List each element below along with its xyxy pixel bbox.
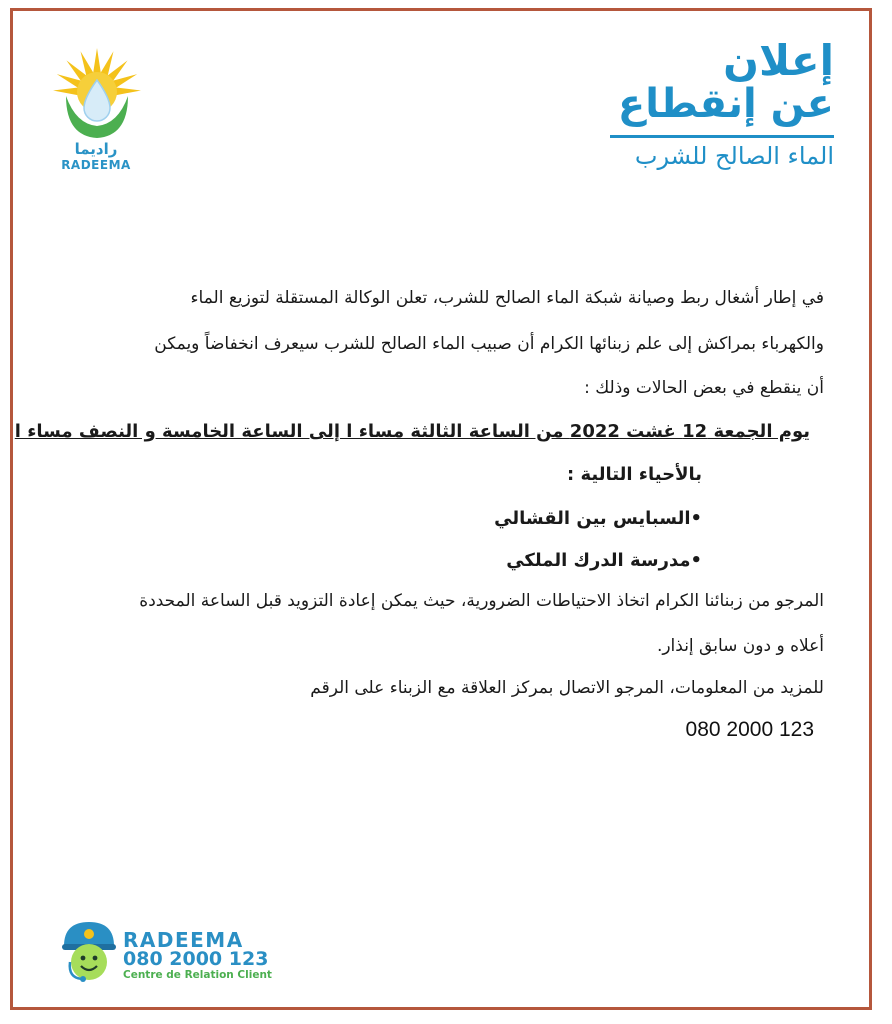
paragraph-3-line-1: للمزيد من المعلومات، المرجو الاتصال بمركز العلاقة مع الزبناء على الرقم: [310, 678, 824, 698]
mascot-icon: [58, 916, 120, 986]
footer-phone: 080 2000 123: [123, 948, 269, 970]
paragraph-2-line-2: أعلاه و دون سابق إنذار.: [656, 636, 824, 656]
paragraph-1-line-1: في إطار أشغال ربط وصيانة شبكة الماء الصالح للشرب، تعلن الوكالة المستقلة لتوزيع الماء: [190, 288, 824, 308]
districts-title: بالأحياء التالية :: [567, 464, 702, 485]
outage-date-line: يوم الجمعة 12 غشت 2022 من الساعة الثالثة مساء ا إلى الساعة الخامسة و النصف مساء ا: [14, 421, 810, 442]
district-item-2: •مدرسة الدرك الملكي: [506, 550, 702, 571]
announcement-title: إعلان: [723, 36, 834, 85]
header-divider: [610, 135, 834, 138]
paragraph-1-line-3: أن ينقطع في بعض الحالات وذلك :: [584, 378, 824, 398]
paragraph-1-line-2: والكهرباء بمراكش إلى علم زبنائها الكرام أن صبيب الماء الصالح للشرب سيعرف انخفاضاً ويمكن: [154, 334, 824, 354]
paragraph-2-line-1: المرجو من زبنائنا الكرام اتخاذ الاحتياطات الضرورية، حيث يمكن إعادة التزويد قبل الساعة المحددة: [139, 591, 824, 611]
contact-phone-number: 080 2000 123: [685, 718, 814, 741]
announcement-topic: الماء الصالح للشرب: [634, 142, 834, 170]
footer-brand: RADEEMA: [123, 928, 244, 952]
logo-latin-text: RADEEMA: [61, 158, 131, 172]
district-item-1: •السبايس بين القشالي: [494, 508, 702, 529]
logo-arabic-text: راديما: [74, 140, 118, 158]
footer-subtitle: Centre de Relation Client: [123, 969, 272, 981]
announcement-subtitle: عن إنقطاع: [617, 81, 834, 127]
